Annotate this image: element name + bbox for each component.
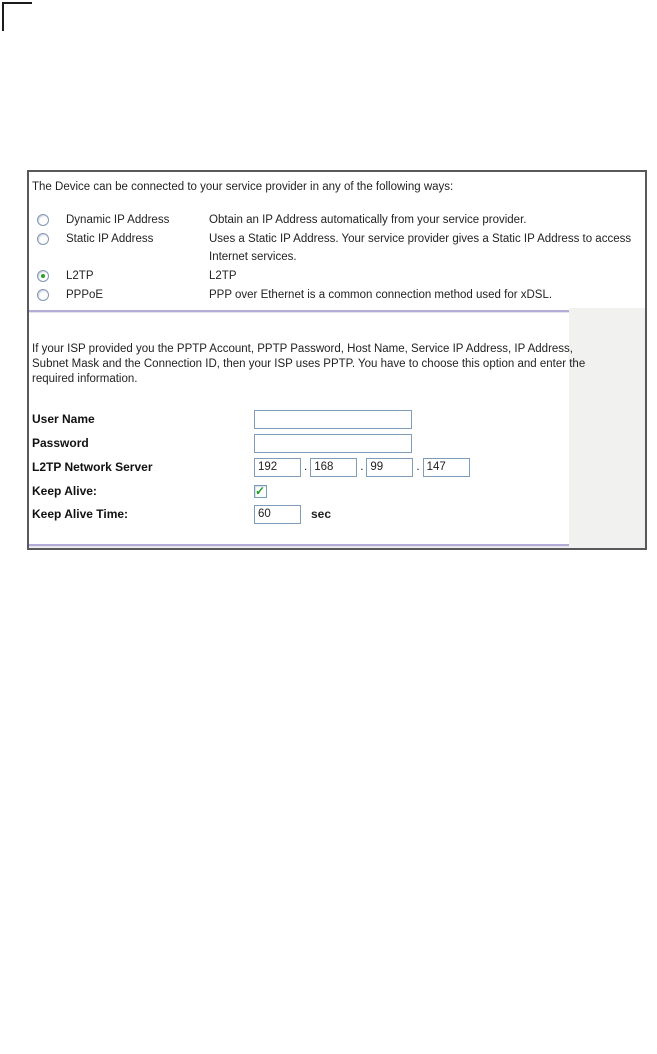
keep-alive-checkbox[interactable] (254, 485, 267, 498)
user-name-label: User Name (32, 412, 95, 426)
intro-text: The Device can be connected to your service provider in any of the following ways: (32, 181, 454, 193)
user-name-row (32, 409, 412, 429)
page-corner-mark-horizontal (2, 2, 32, 4)
radio-button-icon[interactable] (37, 214, 49, 226)
radio-pppoe[interactable] (37, 286, 66, 304)
password-label: Password (32, 436, 89, 450)
option-label-dynamic-ip: Dynamic IP Address (66, 214, 170, 226)
ip-address-group (254, 458, 470, 477)
ip-octet-4-input[interactable] (423, 458, 470, 477)
option-description-dynamic-ip: Obtain an IP Address automatically from your service provider. (209, 214, 527, 226)
keep-alive-time-label: Keep Alive Time: (32, 507, 129, 521)
keep-alive-time-row (32, 504, 331, 524)
option-description-pppoe: PPP over Ethernet is a common connection method used for xDSL. (209, 289, 553, 301)
ip-separator: . (416, 461, 420, 473)
option-label-pppoe: PPPoE (66, 289, 104, 301)
section-divider-bottom (29, 544, 569, 547)
panel-gray-background-bottom (29, 547, 645, 548)
ip-octet-2-input[interactable] (310, 458, 357, 477)
password-input[interactable] (254, 434, 412, 453)
ip-octet-3-input[interactable] (366, 458, 413, 477)
section-divider-top (29, 310, 569, 313)
option-description-l2tp: L2TP (209, 270, 237, 282)
option-description-static-ip: Uses a Static IP Address. Your service provider gives a Static IP Address to access Internet services. (209, 233, 632, 263)
ip-separator: . (304, 461, 308, 473)
keep-alive-row (32, 481, 267, 501)
keep-alive-time-input[interactable] (254, 505, 301, 524)
user-name-input[interactable] (254, 410, 412, 429)
option-label-static-ip: Static IP Address (66, 233, 154, 245)
ip-separator: . (360, 461, 364, 473)
l2tp-server-row (32, 457, 470, 477)
radio-button-selected-icon[interactable] (37, 270, 49, 282)
radio-dynamic-ip[interactable] (37, 211, 66, 229)
ip-octet-1-input[interactable] (254, 458, 301, 477)
pptp-note-text: If your ISP provided you the PPTP Account, PPTP Password, Host Name, Service IP Address, IP Address, Subnet Mask and the Connection ID, then your ISP uses PPTP. You have to choose this option and enter the required information. (32, 343, 586, 385)
connection-type-radio-group (37, 211, 641, 304)
l2tp-server-label: L2TP Network Server (32, 460, 153, 474)
keep-alive-label: Keep Alive: (32, 484, 97, 498)
wan-settings-panel (27, 170, 647, 550)
password-row (32, 433, 412, 453)
radio-l2tp[interactable] (37, 267, 66, 285)
check-icon: ✓ (255, 483, 266, 498)
radio-button-icon[interactable] (37, 289, 49, 301)
page-corner-mark-vertical (2, 2, 4, 31)
radio-button-icon[interactable] (37, 233, 49, 245)
option-label-l2tp: L2TP (66, 270, 94, 282)
seconds-unit-label: sec (311, 507, 332, 521)
radio-static-ip[interactable] (37, 230, 66, 266)
